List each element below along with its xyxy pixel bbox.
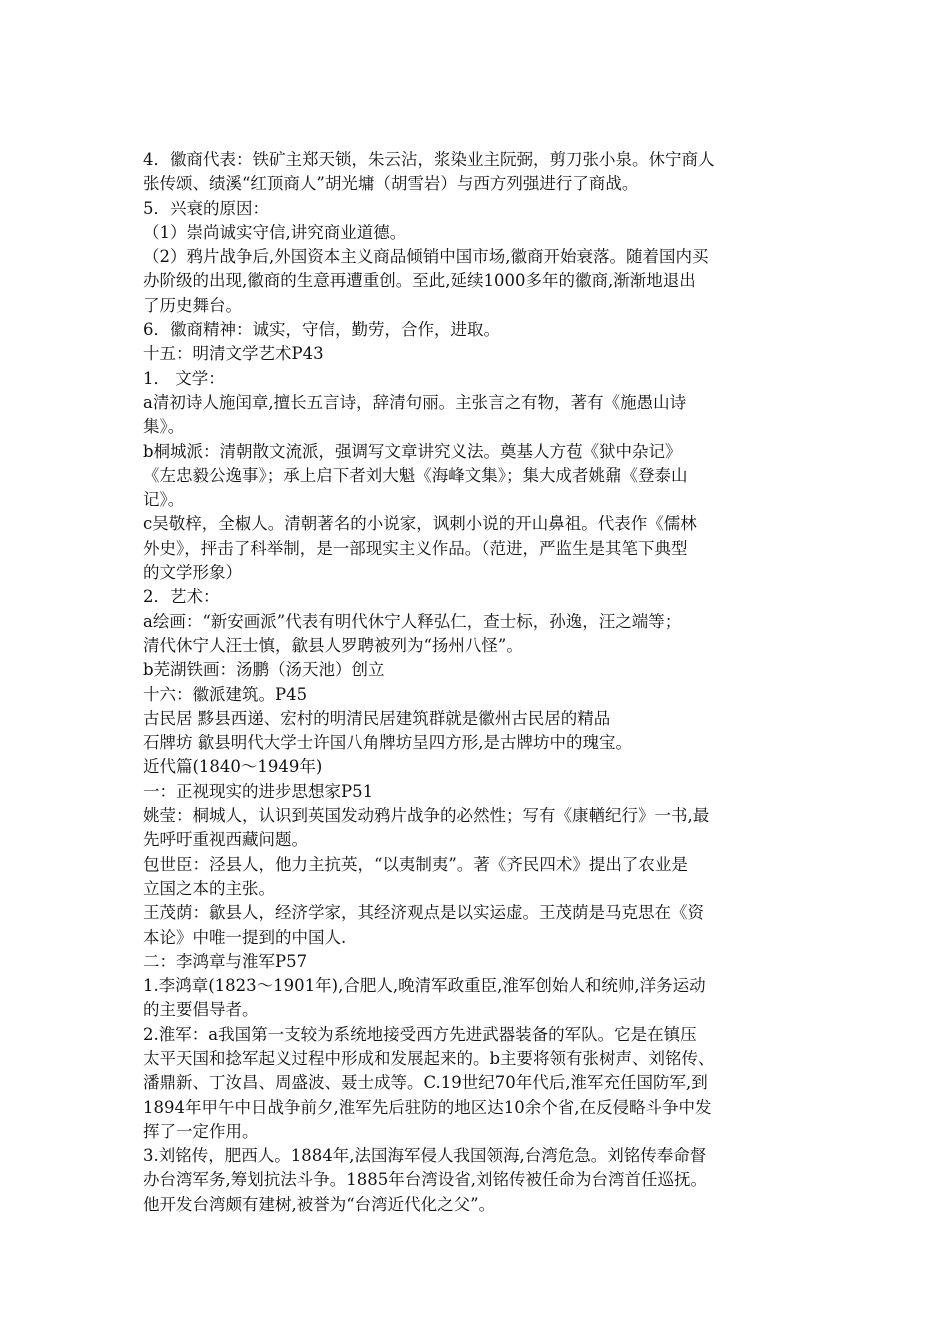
text-line: 1.李鸿章(1823～1901年),合肥人,晚清军政重臣,淮军创始人和统帅,洋务运动: [143, 976, 706, 996]
text-line: 本论》中唯一提到的中国人.: [143, 927, 347, 947]
text-line: 的主要倡导者。: [143, 1000, 259, 1020]
text-line: 的文学形象）: [143, 563, 242, 583]
text-line: 办台湾军务,筹划抗法斗争。1885年台湾设省,刘铭传被任命为台湾首任巡抚。: [143, 1170, 707, 1190]
text-line: 十六：徽派建筑。P45: [143, 684, 308, 704]
text-line: 外史》，抨击了科举制，是一部现实主义作品。（范进，严监生是其笔下典型: [143, 538, 688, 558]
text-line: 立国之本的主张。: [143, 878, 275, 898]
text-line: 6．徽商精神：诚实，守信，勤劳，合作，进取。: [143, 320, 500, 340]
text-line: 潘鼎新、丁汝昌、周盛波、聂士成等。C.19世纪70年代后,淮军充任国防军,到: [143, 1073, 708, 1093]
text-line: 张传颂、绩溪“红顶商人”胡光墉（胡雪岩）与西方列强进行了商战。: [143, 174, 639, 194]
text-line: 了历史舞台。: [143, 295, 242, 315]
text-line: （2）鸦片战争后,外国资本主义商品倾销中国市场,徽商开始衰落。随着国内买: [143, 247, 709, 267]
text-line: 他开发台湾颇有建树,被誉为“台湾近代化之父”。: [143, 1194, 496, 1214]
text-line: b芜湖铁画：汤鹏（汤天池）创立: [143, 660, 385, 680]
text-line: 1． 文学：: [143, 368, 225, 388]
text-line: 集》。: [143, 417, 185, 437]
text-line: 5．兴衰的原因：: [143, 198, 269, 218]
text-line: a绘画：“新安画派”代表有明代休宁人释弘仁，查士标，孙逸，汪之端等；: [143, 611, 682, 631]
text-line: 十五：明清文学艺术P43: [143, 344, 324, 364]
text-line: 石牌坊 歙县明代大学士许国八角牌坊呈四方形,是古牌坊中的瑰宝。: [143, 733, 632, 753]
text-line: 太平天国和捻军起义过程中形成和发展起来的。b主要将领有张树声、刘铭传、: [143, 1048, 715, 1068]
text-line: 办阶级的出现,徽商的生意再遭重创。至此,延续1000多年的徽商,渐渐地退出: [143, 271, 696, 291]
text-line: 姚莹：桐城人，认识到英国发动鸦片战争的必然性；写有《康輶纪行》一书,最: [143, 806, 710, 826]
text-line: 记》。: [143, 490, 185, 510]
text-line: 包世臣：泾县人，他力主抗英，“以夷制夷”。著《齐民四术》提出了农业是: [143, 854, 688, 874]
text-line: 3.刘铭传，肥西人。1884年,法国海军侵人我国领海,台湾危急。刘铭传奉命督: [143, 1146, 707, 1166]
text-line: 1894年甲午中日战争前夕,淮军先后驻防的地区达10余个省,在反侵略斗争中发: [143, 1097, 712, 1117]
text-line: 古民居 黟县西递、宏村的明清民居建筑群就是徽州古民居的精品: [143, 708, 611, 728]
text-line: 清代休宁人汪士慎，歙县人罗聘被列为“扬州八怪”。: [143, 635, 523, 655]
text-line: 先呼吁重视西藏问题。: [143, 830, 308, 850]
text-line: 二：李鸿章与淮军P57: [143, 951, 308, 971]
text-line: 挥了一定作用。: [143, 1121, 259, 1141]
document-body: [143, 148, 823, 1217]
text-line: b桐城派：清朝散文流派，强调写文章讲究义法。奠基人方苞《狱中杂记》: [143, 441, 682, 461]
text-line: （1）崇尚诚实守信,讲究商业道德。: [143, 222, 407, 242]
text-line: a清初诗人施闰章,擅长五言诗，辞清句丽。主张言之有物，著有《施愚山诗: [143, 392, 687, 412]
text-line: 一：正视现实的进步思想家P51: [143, 781, 374, 801]
text-line: 4．徽商代表：铁矿主郑天锁，朱云沾，浆染业主阮弼，剪刀张小泉。休宁商人: [143, 150, 715, 169]
text-line: 王茂荫：歙县人，经济学家，其经济观点是以实运虚。王茂荫是马克思在《资: [143, 903, 704, 923]
text-line: 2．艺术：: [143, 587, 220, 607]
text-line: 近代篇(1840～1949年): [143, 757, 323, 777]
text-line: 《左忠毅公逸事》；承上启下者刘大魁《海峰文集》；集大成者姚鼐《登泰山: [143, 465, 688, 485]
text-line: 2.淮军：a我国第一支较为系统地接受西方先进武器装备的军队。它是在镇压: [143, 1024, 697, 1044]
text-line: c吴敬梓，全椒人。清朝著名的小说家，讽刺小说的开山鼻祖。代表作《儒林: [143, 514, 697, 534]
